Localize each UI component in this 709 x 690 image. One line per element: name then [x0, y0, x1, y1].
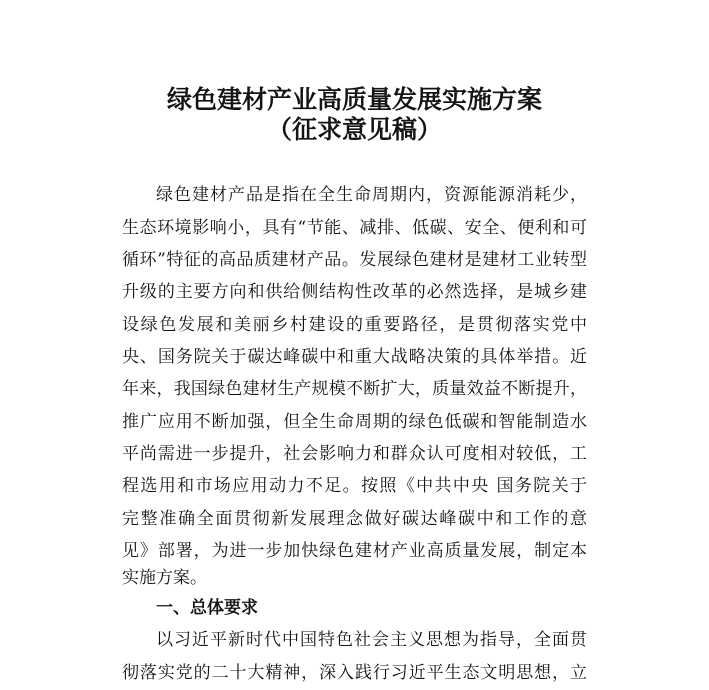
paragraph-line: 央、国务院关于碳达峰碳中和重大战略决策的具体举措。近	[122, 347, 587, 367]
document-title: 绿色建材产业高质量发展实施方案	[166, 85, 542, 114]
paragraph-line: 见》部署，为进一步加快绿色建材产业高质量发展，制定本	[122, 541, 587, 561]
paragraph-line: 彻落实党的二十大精神，深入践行习近平生态文明思想，立	[122, 663, 587, 683]
section-heading: 一、总体要求	[156, 598, 258, 618]
paragraph-line: 年来，我国绿色建材生产规模不断扩大，质量效益不断提升，	[122, 379, 587, 399]
paragraph-line: 循环”特征的高品质建材产品。发展绿色建材是建材工业转型	[122, 250, 587, 270]
paragraph-line: 设绿色发展和美丽乡村建设的重要路径，是贯彻落实党中	[122, 315, 587, 335]
paragraph-line: 程选用和市场应用动力不足。按照《中共中央 国务院关于	[122, 476, 587, 496]
paragraph-line: 平尚需进一步提升，社会影响力和群众认可度相对较低，工	[122, 444, 587, 464]
document-subtitle: （征求意见稿）	[266, 115, 442, 144]
paragraph-line: 实施方案。	[122, 568, 207, 588]
paragraph-line: 升级的主要方向和供给侧结构性改革的必然选择，是城乡建	[122, 282, 587, 302]
paragraph-line: 绿色建材产品是指在全生命周期内，资源能源消耗少，	[156, 185, 587, 205]
paragraph-line: 推广应用不断加强，但全生命周期的绿色低碳和智能制造水	[122, 412, 587, 432]
paragraph-line: 完整准确全面贯彻新发展理念做好碳达峰碳中和工作的意	[122, 509, 587, 529]
paragraph-line: 以习近平新时代中国特色社会主义思想为指导，全面贯	[156, 630, 587, 650]
paragraph-line: 生态环境影响小，具有“节能、减排、低碳、安全、便利和可	[122, 218, 587, 238]
